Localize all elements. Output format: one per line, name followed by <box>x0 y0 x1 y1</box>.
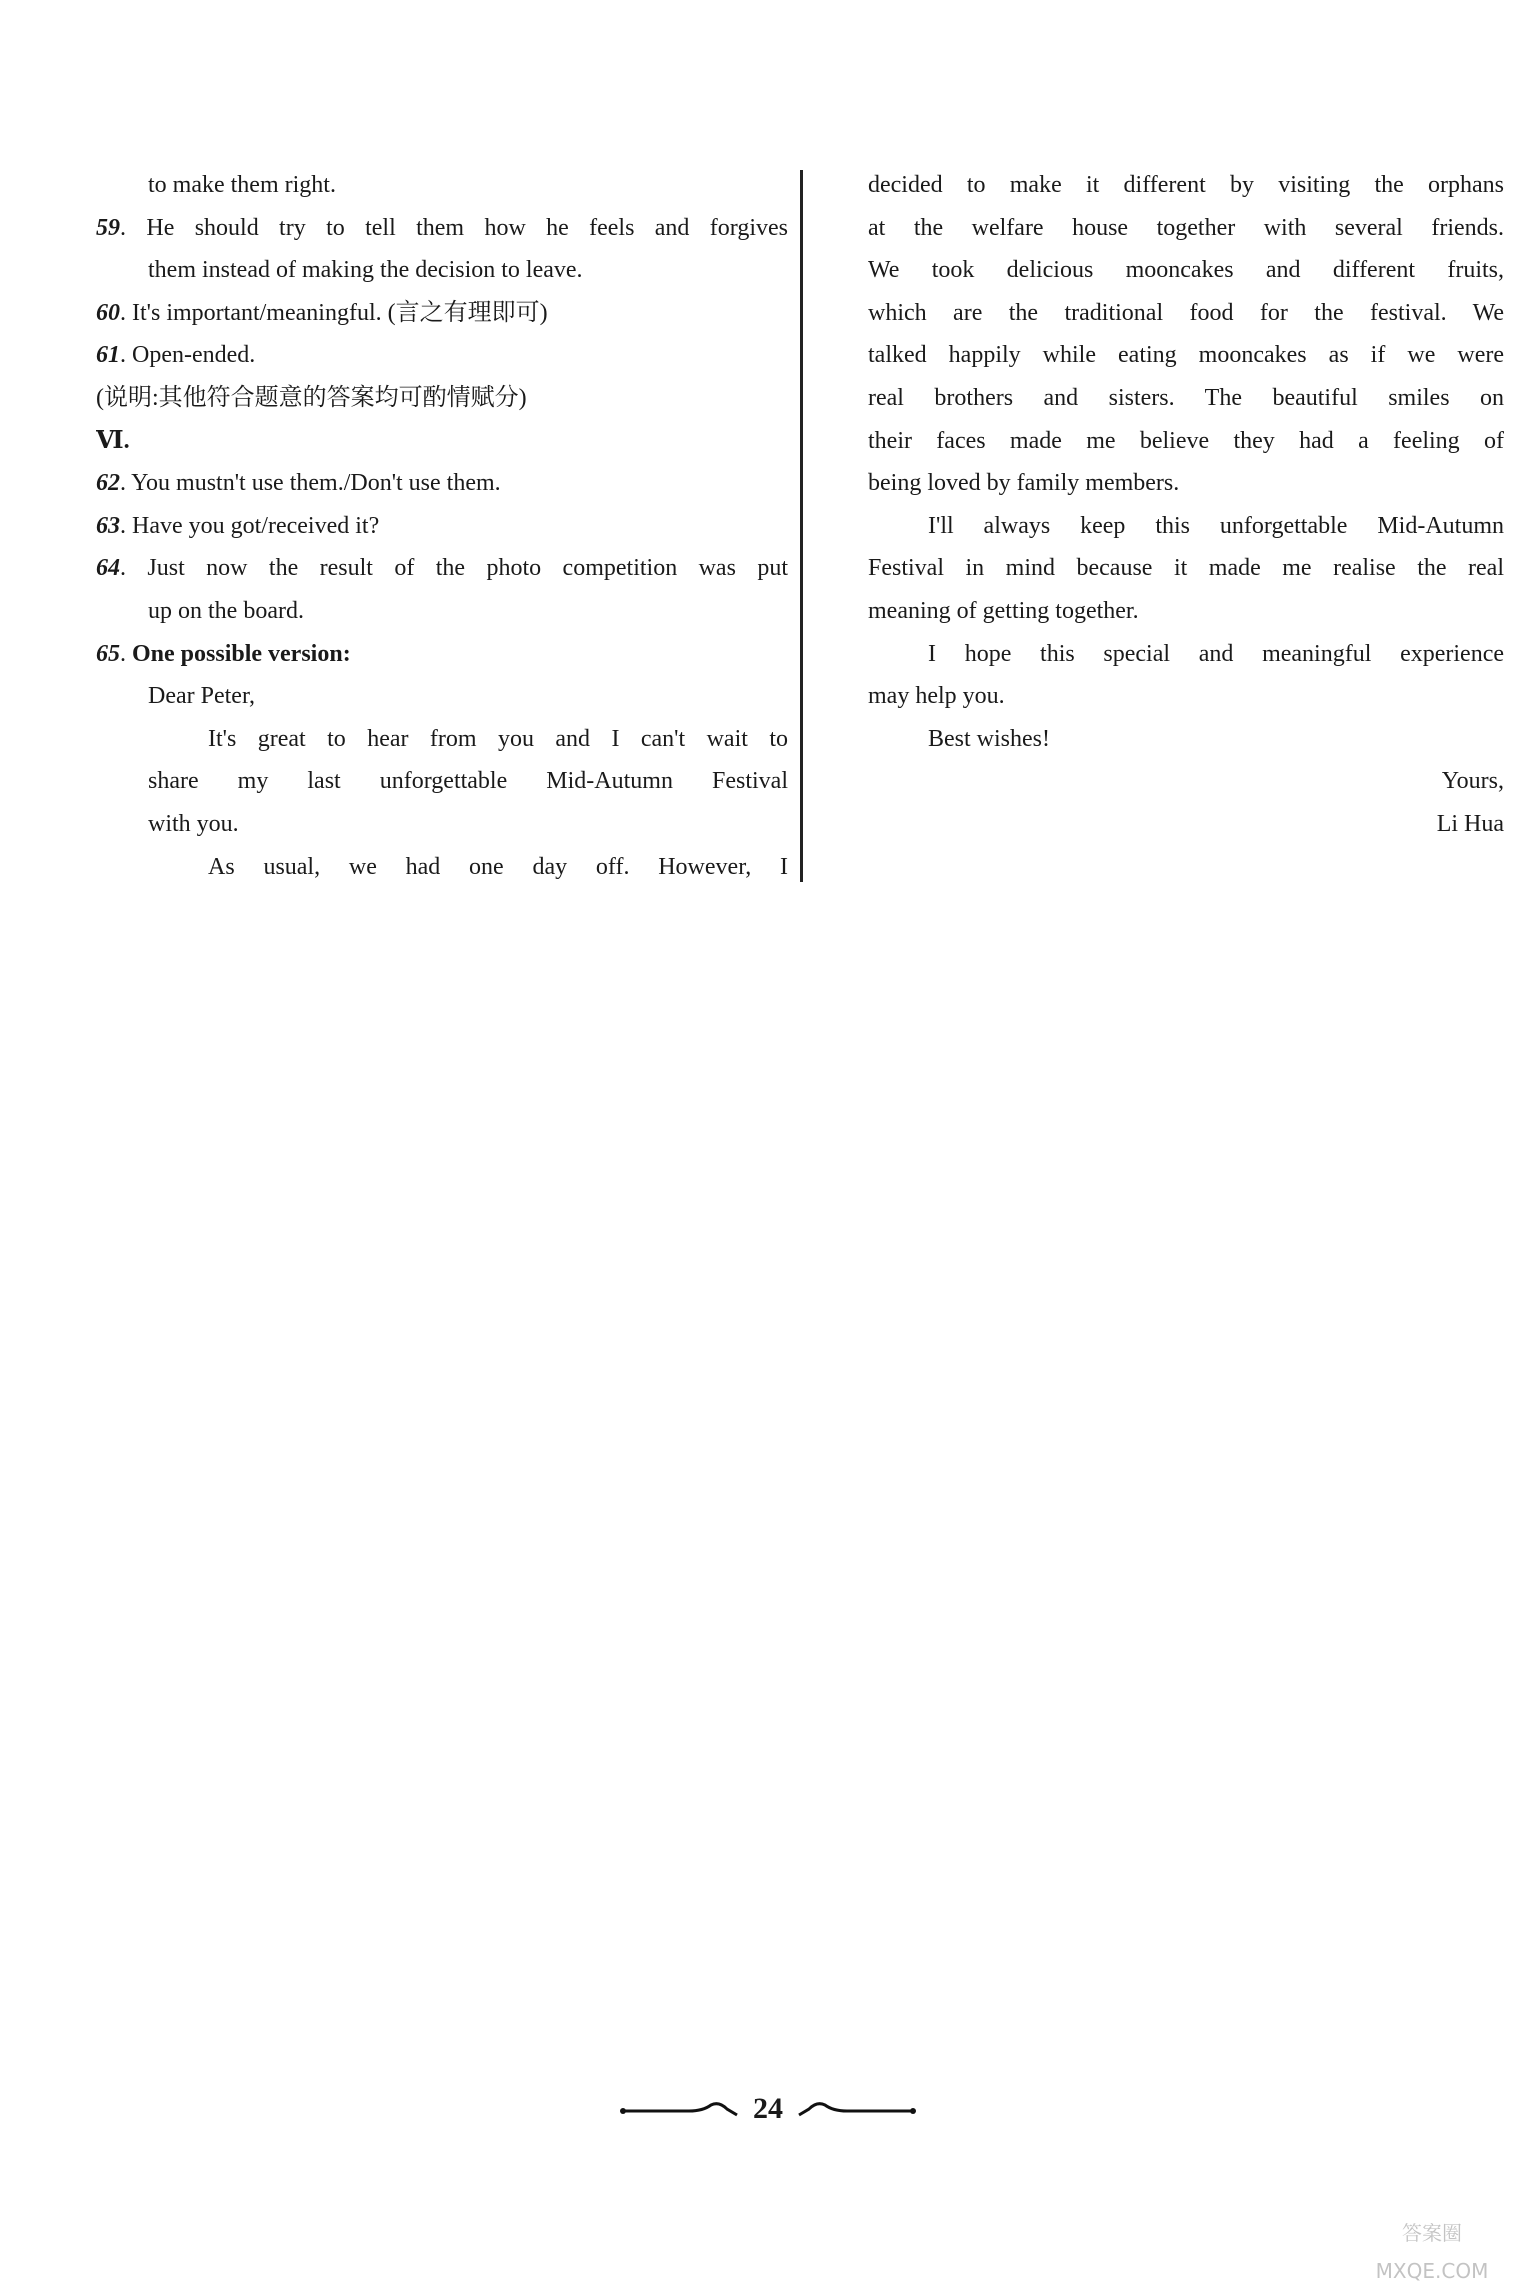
answer-61: 61. Open-ended. <box>96 342 256 369</box>
letter-p2-line: real brothers and sisters. The beautiful smiles on <box>868 384 1504 411</box>
letter-salutation: Dear Peter, <box>148 683 255 710</box>
watermark-url: MXQE.COM <box>1375 2259 1489 2283</box>
watermark-title: 答案圈 <box>1402 2221 1462 2245</box>
answer-number: 60 <box>96 299 120 326</box>
letter-signoff: Yours, <box>1441 768 1504 795</box>
answer-number: 64 <box>96 555 120 582</box>
version-heading: One possible version: <box>132 640 351 667</box>
answer-number: 62 <box>96 470 120 497</box>
watermark-logo <box>1342 2190 1522 2290</box>
answer-text: Just now the result of the photo competition was put <box>147 555 788 582</box>
letter-p2-line: at the welfare house together with several friends. <box>868 214 1504 241</box>
letter-p3-line: Festival in mind because it made me realise the real <box>868 555 1504 582</box>
letter-p3-line: I'll always keep this unforgettable Mid-Autumn <box>928 512 1504 539</box>
answer-text: He should try to tell them how he feels and forgives <box>146 214 788 241</box>
answer-number: 61 <box>96 342 120 369</box>
letter-p2-line: which are the traditional food for the festival. We <box>868 299 1504 326</box>
letter-p2-line: As usual, we had one day off. However, I <box>208 853 788 880</box>
letter-p2-line: their faces made me believe they had a feeling of <box>868 427 1504 454</box>
answer-text: It's important/meaningful. (言之有理即可) <box>132 299 548 326</box>
letter-p2-line: talked happily while eating mooncakes as if we were <box>868 342 1504 369</box>
section-heading: Ⅵ. <box>96 427 130 454</box>
letter-closing: Best wishes! <box>928 725 1050 752</box>
grading-note: (说明:其他符合题意的答案均可酌情赋分) <box>96 384 527 411</box>
answer-59: 59. He should try to tell them how he feels and forgives <box>96 214 788 241</box>
letter-signature: Li Hua <box>1436 810 1504 837</box>
letter-p1-line: share my last unforgettable Mid-Autumn Festival <box>148 768 788 795</box>
letter-p1-line: It's great to hear from you and I can't wait to <box>208 725 788 752</box>
answer-text: You mustn't use them./Don't use them. <box>131 470 501 497</box>
letter-p4-line: may help you. <box>868 683 1005 710</box>
q58-continuation: to make them right. <box>148 172 336 198</box>
answer-text: Have you got/received it? <box>132 512 380 539</box>
answer-number: 59 <box>96 214 120 241</box>
answer-number: 65 <box>96 640 120 667</box>
answer-60: 60. It's important/meaningful. (言之有理即可) <box>96 299 548 326</box>
letter-p1-line: with you. <box>148 810 239 837</box>
page-number: 24 <box>753 2092 783 2125</box>
answer-62: 62. You mustn't use them./Don't use them. <box>96 470 501 497</box>
letter-p2-line: We took delicious mooncakes and different fruits, <box>868 257 1504 284</box>
left-column <box>96 164 788 888</box>
answer-64-continuation: up on the board. <box>148 597 304 624</box>
answer-text: Open-ended. <box>132 342 256 369</box>
letter-p2-line: decided to make it different by visiting the orphans <box>868 172 1504 198</box>
answer-65-heading: 65. One possible version: <box>96 640 351 667</box>
right-column <box>868 164 1504 846</box>
answer-number: 63 <box>96 512 120 539</box>
letter-p3-line: meaning of getting together. <box>868 597 1139 624</box>
right-flourish-icon <box>797 2099 917 2119</box>
letter-p2-line: being loved by family members. <box>868 470 1180 497</box>
answer-64: 64. Just now the result of the photo competition was put <box>96 555 788 582</box>
answer-59-continuation: them instead of making the decision to leave. <box>148 257 583 284</box>
left-flourish-icon <box>619 2099 739 2119</box>
page-footer <box>0 2085 1536 2133</box>
letter-p4-line: I hope this special and meaningful experience <box>928 640 1504 667</box>
column-divider <box>800 170 803 882</box>
answer-63: 63. Have you got/received it? <box>96 512 380 539</box>
